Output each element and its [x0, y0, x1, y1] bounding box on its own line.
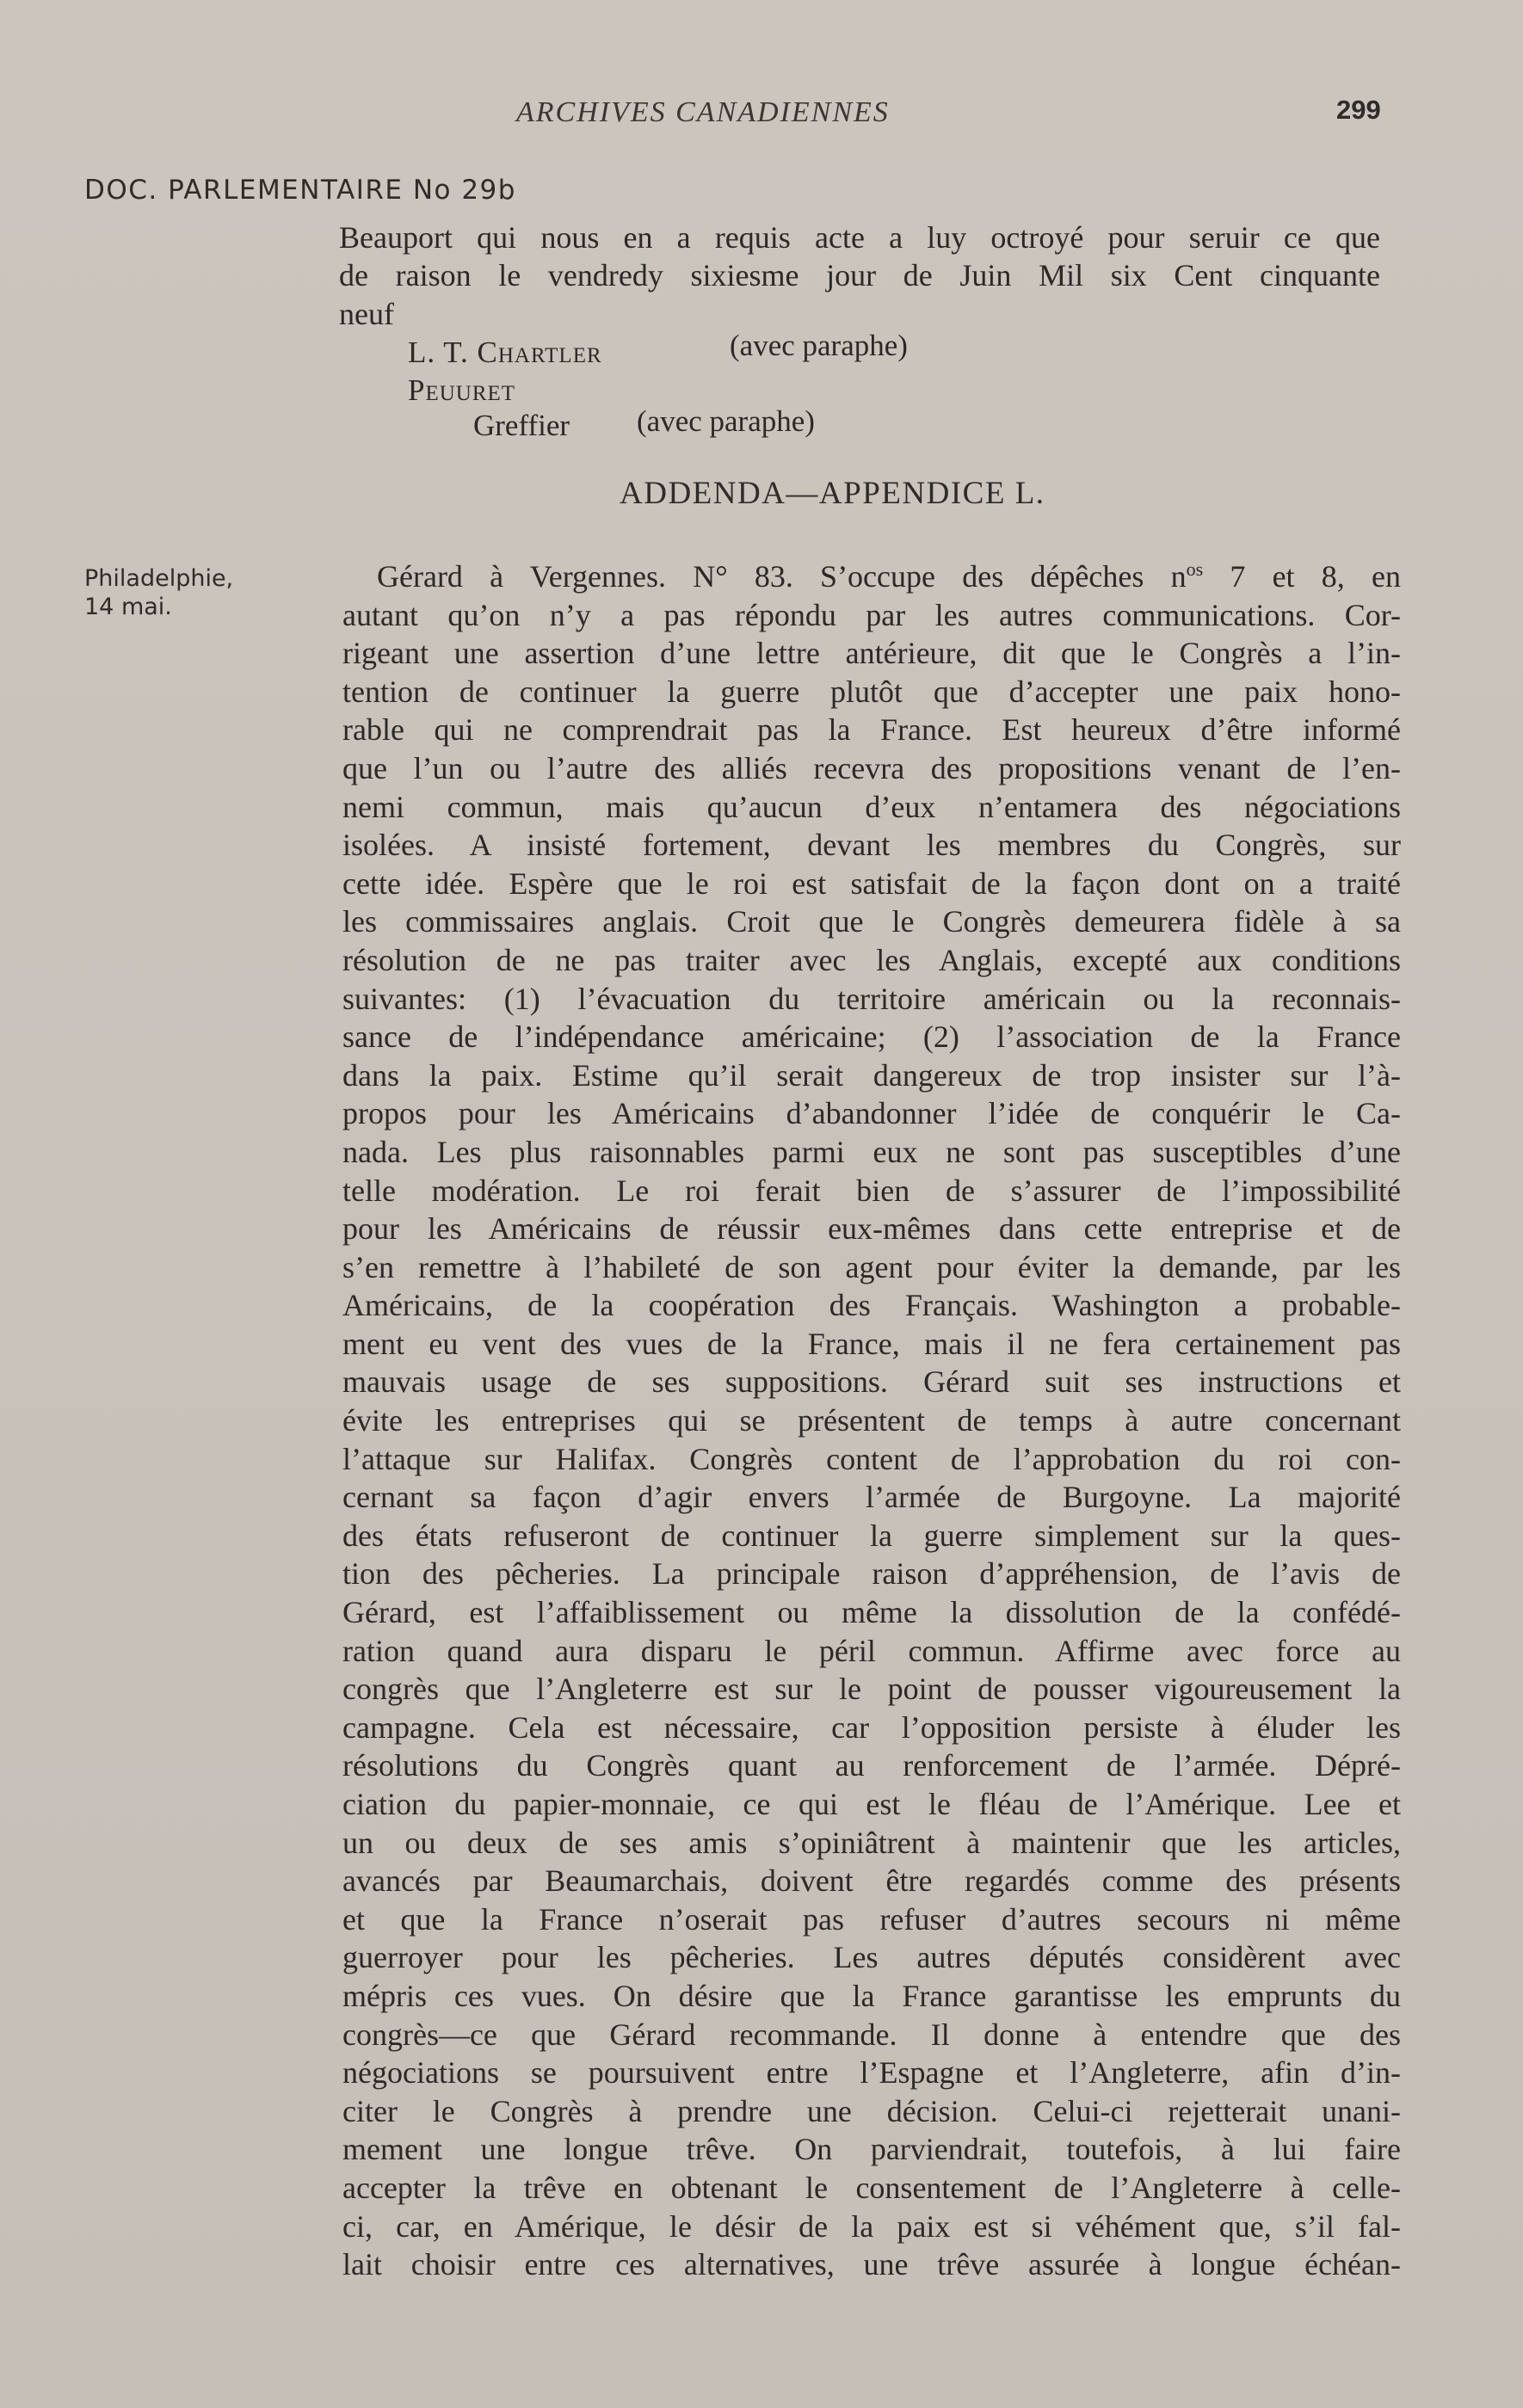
- margin-date: 14 mai.: [84, 594, 172, 620]
- body-line: nemi commun, mais qu’aucun d’eux n’entamera des négociations: [342, 789, 1401, 824]
- body-line: les commissaires anglais. Croit que le Congrès demeurera fidèle à sa: [342, 904, 1401, 939]
- signature-note-3: (avec paraphe): [637, 404, 815, 438]
- body-line: cernant sa façon d’agir envers l’armée de Burgoyne. La majorité: [342, 1480, 1401, 1515]
- body-line: mépris ces vues. On désire que la France garantisse les emprunts du: [342, 1978, 1401, 2013]
- body-line: évite les entreprises qui se présentent de temps à autre concernant: [342, 1403, 1401, 1438]
- body-line: congrès que l’Angleterre est sur le point de pousser vigoureusement la: [342, 1672, 1401, 1707]
- body-line: dans la paix. Estime qu’il serait dangereux de trop insister sur l’à-: [342, 1057, 1401, 1093]
- body-line: nada. Les plus raisonnables parmi eux ne sont pas susceptibles d’une: [342, 1134, 1401, 1169]
- intro-line-1: Beauport qui nous en a requis acte a luy octroyé pour seruir ce que: [339, 220, 1380, 255]
- body-line: résolution de ne pas traiter avec les Anglais, excepté aux conditions: [342, 942, 1401, 977]
- signature-name-1: L. T. Chartler: [408, 336, 602, 369]
- body-line: cette idée. Espère que le roi est satisfait de la façon dont on a traité: [342, 865, 1401, 901]
- body-line: telle modération. Le roi ferait bien de s’assurer de l’impossibilité: [342, 1173, 1401, 1208]
- body-line: pour les Américains de réussir eux-mêmes dans cette entreprise et de: [342, 1211, 1401, 1247]
- body-line-tail: 7 et 8, en: [1203, 559, 1401, 594]
- body-line: lait choisir entre ces alternatives, une trêve assurée à longue échéan-: [342, 2247, 1401, 2282]
- intro-line-3: neuf: [339, 297, 394, 331]
- body-line: Gérard, est l’affaiblissement ou même la dissolution de la confédé-: [342, 1595, 1401, 1630]
- body-line: suivantes: (1) l’évacuation du territoire américain ou la reconnais-: [342, 981, 1401, 1016]
- body-line: un ou deux de ses amis s’opiniâtrent à maintenir que les articles,: [342, 1825, 1401, 1860]
- plural-superscript: os: [1186, 558, 1204, 580]
- body-line: des états refuseront de continuer la guerre simplement sur la ques-: [342, 1518, 1401, 1553]
- body-line: tention de continuer la guerre plutôt que d’accepter une paix hono-: [342, 674, 1401, 709]
- body-line: guerroyer pour les pêcheries. Les autres députés considèrent avec: [342, 1940, 1401, 1975]
- body-line: autant qu’on n’y a pas répondu par les autres communications. Cor-: [342, 597, 1401, 632]
- body-line: rigeant une assertion d’une lettre antérieure, dit que le Congrès a l’in-: [342, 636, 1401, 671]
- body-line-text: Gérard à Vergennes. N° 83. S’occupe des dépêches n: [377, 559, 1187, 594]
- body-line: sance de l’indépendance américaine; (2) l’association de la France: [342, 1019, 1401, 1055]
- body-line: ment eu vent des vues de la France, mais il ne fera certainement pas: [342, 1326, 1401, 1361]
- page-number: 299: [1336, 95, 1381, 125]
- body-line: isolées. A insisté fortement, devant les membres du Congrès, sur: [342, 828, 1401, 863]
- body-line: propos pour les Américains d’abandonner l’idée de conquérir le Ca-: [342, 1096, 1401, 1131]
- body-line: [342, 557, 1401, 596]
- body-line: mauvais usage de ses suppositions. Gérard suit ses instructions et: [342, 1364, 1401, 1400]
- body-line: ciation du papier-monnaie, ce qui est le fléau de l’Amérique. Lee et: [342, 1787, 1401, 1821]
- document-label: DOC. PARLEMENTAIRE No 29b: [84, 175, 516, 206]
- body-line: mement une longue trêve. On parviendrait, toutefois, à lui faire: [342, 2132, 1401, 2167]
- running-title: ARCHIVES CANADIENNES: [516, 96, 890, 128]
- body-line: avancés par Beaumarchais, doivent être regardés comme des présents: [342, 1863, 1401, 1899]
- body-line: citer le Congrès à prendre une décision. Celui-ci rejetterait unani-: [342, 2093, 1401, 2128]
- body-line: ci, car, en Amérique, le désir de la paix est si véhément que, s’il fal-: [342, 2208, 1401, 2244]
- addenda-title: ADDENDA—APPENDICE L.: [620, 476, 1045, 511]
- body-line: l’attaque sur Halifax. Congrès content de l’approbation du roi con-: [342, 1441, 1401, 1476]
- margin-place: Philadelphie,: [84, 565, 234, 592]
- body-line: tion des pêcheries. La principale raison d’appréhension, de l’avis de: [342, 1556, 1401, 1592]
- body-line: résolutions du Congrès quant au renforcement de l’armée. Dépré-: [342, 1748, 1401, 1783]
- signature-title-3: Greffier: [473, 409, 570, 442]
- body-line: s’en remettre à l’habileté de son agent pour éviter la demande, par les: [342, 1249, 1401, 1284]
- signature-name-2: Peuuret: [408, 373, 516, 407]
- body-line: et que la France n’oserait pas refuser d’autres secours ni même: [342, 1901, 1401, 1937]
- body-line: congrès—ce que Gérard recommande. Il donne à entendre que des: [342, 2017, 1401, 2052]
- body-paragraph: [342, 557, 1401, 2284]
- intro-line-2: de raison le vendredy sixiesme jour de Juin Mil six Cent cinquante: [339, 258, 1380, 293]
- body-line: que l’un ou l’autre des alliés recevra des propositions venant de l’en-: [342, 750, 1401, 785]
- body-line: rable qui ne comprendrait pas la France. Est heureux d’être informé: [342, 712, 1401, 748]
- body-line: campagne. Cela est nécessaire, car l’opposition persiste à éluder les: [342, 1709, 1401, 1745]
- body-line: ration quand aura disparu le péril commun. Affirme avec force au: [342, 1633, 1401, 1668]
- signature-note-1: (avec paraphe): [730, 329, 908, 362]
- body-line: Américains, de la coopération des Français. Washington a probable-: [342, 1288, 1401, 1323]
- body-line: négociations se poursuivent entre l’Espagne et l’Angleterre, afin d’in-: [342, 2055, 1401, 2091]
- body-line: accepter la trêve en obtenant le consentement de l’Angleterre à celle-: [342, 2170, 1401, 2205]
